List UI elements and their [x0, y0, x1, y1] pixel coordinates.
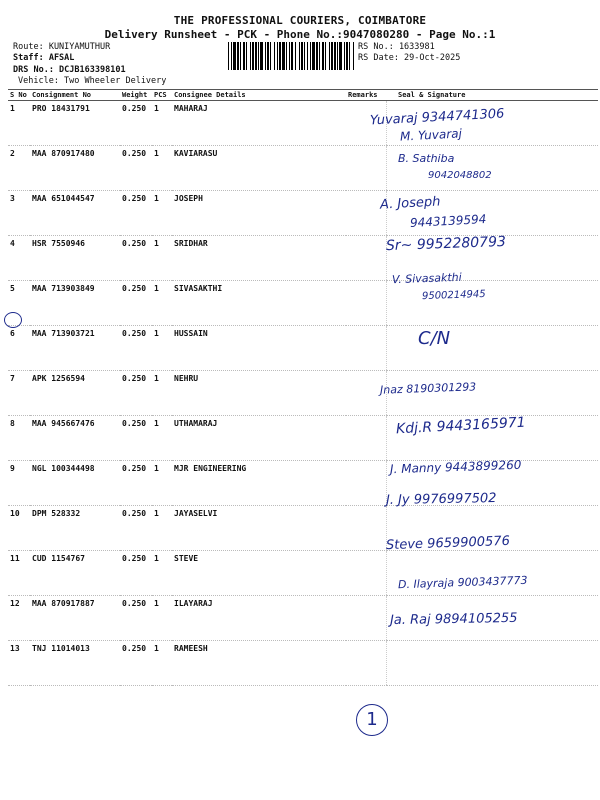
barcode-bar [274, 42, 275, 70]
barcode-bar [329, 42, 330, 70]
table-row [8, 641, 598, 686]
row-sno: 12 [8, 596, 30, 641]
barcode-bar [331, 42, 333, 70]
row-consignee: MJR ENGINEERING [172, 461, 346, 506]
barcode-bar [282, 42, 285, 70]
row-sno: 11 [8, 551, 30, 596]
row-weight: 0.250 [120, 551, 152, 596]
barcode-bar [237, 42, 239, 70]
barcode-bar [243, 42, 245, 70]
barcode-bar [267, 42, 269, 70]
route-label: Route: KUNIYAMUTHUR [13, 42, 111, 52]
handwritten-signature: J. Jy 9976997502 [385, 491, 497, 508]
col-consignee: Consignee Details [172, 90, 346, 101]
staff-label: Staff: AFSAL [13, 53, 75, 63]
col-remarks: Remarks [346, 90, 386, 101]
row-sno: 6 [8, 326, 30, 371]
col-weight: Weight [120, 90, 152, 101]
drs-label: DRS No.: DCJB163398101 [13, 65, 126, 75]
row-consignment-no: MAA 713903849 [30, 281, 120, 326]
row-consignee: SIVASAKTHI [172, 281, 346, 326]
row-6-circle-mark [4, 312, 22, 328]
barcode-bar [270, 42, 271, 70]
barcode-bar [339, 42, 342, 70]
runsheet-table [8, 89, 598, 686]
row-weight: 0.250 [120, 596, 152, 641]
row-consignee: KAVIARASU [172, 146, 346, 191]
row-remarks [346, 461, 386, 506]
row-pcs: 1 [152, 506, 172, 551]
row-consignment-no: TNJ 11014013 [30, 641, 120, 686]
row-remarks [346, 641, 386, 686]
barcode-bar [312, 42, 315, 70]
row-consignment-no: MAA 713903721 [30, 326, 120, 371]
row-consignee: ILAYARAJ [172, 596, 346, 641]
row-weight: 0.250 [120, 641, 152, 686]
row-sno: 13 [8, 641, 30, 686]
barcode-bar [307, 42, 308, 70]
handwritten-signature: Yuvaraj 9344741306 [369, 106, 505, 129]
row-weight: 0.250 [120, 506, 152, 551]
row-consignee: SRIDHAR [172, 236, 346, 281]
row-pcs: 1 [152, 101, 172, 146]
barcode-bar [325, 42, 326, 70]
row-signature [386, 641, 598, 686]
barcode [228, 42, 354, 70]
row-sno: 4 [8, 236, 30, 281]
barcode-bar [277, 42, 278, 70]
row-remarks [346, 506, 386, 551]
handwritten-note: 9500214945 [421, 288, 486, 303]
row-weight: 0.250 [120, 326, 152, 371]
handwritten-note: M. Yuvaraj [399, 126, 463, 144]
table-row [8, 101, 598, 146]
row-consignment-no: MAA 651044547 [30, 191, 120, 236]
handwritten-signature: Jnaz 8190301293 [379, 380, 477, 397]
barcode-bar [228, 42, 229, 70]
handwritten-note: 9443139594 [409, 212, 487, 230]
row-pcs: 1 [152, 191, 172, 236]
col-consignment: Consignment No [30, 90, 120, 101]
handwritten-signature: Steve 9659900576 [385, 533, 511, 554]
row-sno: 10 [8, 506, 30, 551]
row-weight: 0.250 [120, 371, 152, 416]
row-consignee: JOSEPH [172, 191, 346, 236]
table-row [8, 191, 598, 236]
barcode-bar [260, 42, 263, 70]
row-sno: 5 [8, 281, 30, 326]
barcode-bar [231, 42, 232, 70]
row-consignee: NEHRU [172, 371, 346, 416]
handwritten-signature: B. Sathiba [398, 152, 455, 165]
barcode-bar [295, 42, 296, 70]
handwritten-signature: Sr~ 9952280793 [385, 233, 507, 255]
barcode-bar [310, 42, 311, 70]
col-sno: S No [8, 90, 30, 101]
row-weight: 0.250 [120, 416, 152, 461]
handwritten-signature: Kdj.R 9443165971 [395, 414, 527, 438]
row-remarks [346, 236, 386, 281]
row-pcs: 1 [152, 326, 172, 371]
row-consignee: RAMEESH [172, 641, 346, 686]
row-sno: 9 [8, 461, 30, 506]
row-consignment-no: PRO 18431791 [30, 101, 120, 146]
barcode-bar [337, 42, 338, 70]
row-weight: 0.250 [120, 101, 152, 146]
row-pcs: 1 [152, 641, 172, 686]
row-signature [386, 281, 598, 326]
col-signature: Seal & Signature [386, 90, 598, 101]
row-consignment-no: APK 1256594 [30, 371, 120, 416]
barcode-bar [344, 42, 345, 70]
handwritten-note: 9042048802 [428, 170, 492, 181]
barcode-bar [258, 42, 259, 70]
barcode-bar [346, 42, 348, 70]
barcode-bar [240, 42, 241, 70]
row-remarks [346, 146, 386, 191]
row-weight: 0.250 [120, 236, 152, 281]
row-weight: 0.250 [120, 281, 152, 326]
barcode-bar [291, 42, 293, 70]
table-row [8, 326, 598, 371]
barcode-bar [250, 42, 251, 70]
handwritten-signature: J. Manny 9443899260 [389, 457, 522, 477]
row-pcs: 1 [152, 146, 172, 191]
row-consignment-no: MAA 870917887 [30, 596, 120, 641]
row-consignee: JAYASELVI [172, 506, 346, 551]
row-sno: 3 [8, 191, 30, 236]
barcode-bar [349, 42, 350, 70]
row-consignment-no: HSR 7550946 [30, 236, 120, 281]
row-consignee: MAHARAJ [172, 101, 346, 146]
row-consignee: STEVE [172, 551, 346, 596]
table-header-row [8, 90, 598, 101]
row-weight: 0.250 [120, 146, 152, 191]
row-pcs: 1 [152, 416, 172, 461]
rs-date: RS Date: 29-Oct-2025 [358, 53, 461, 63]
vehicle-label: Vehicle: Two Wheeler Delivery [18, 76, 167, 86]
table-row [8, 551, 598, 596]
row-remarks [346, 281, 386, 326]
row-sno: 2 [8, 146, 30, 191]
row-sno: 8 [8, 416, 30, 461]
table-row [8, 281, 598, 326]
handwritten-signature: C/N [418, 328, 451, 349]
row-pcs: 1 [152, 551, 172, 596]
row-remarks [346, 326, 386, 371]
page-number-mark: 1 [356, 704, 388, 736]
row-pcs: 1 [152, 461, 172, 506]
barcode-bar [301, 42, 303, 70]
table-row [8, 236, 598, 281]
row-weight: 0.250 [120, 191, 152, 236]
barcode-bar [279, 42, 281, 70]
runsheet-subtitle: Delivery Runsheet - PCK - Phone No.:9047080280 - Page No.:1 [104, 28, 496, 41]
row-pcs: 1 [152, 371, 172, 416]
table-row [8, 146, 598, 191]
barcode-bar [334, 42, 336, 70]
handwritten-signature: A. Joseph [379, 194, 441, 213]
handwritten-signature: Ja. Raj 9894105255 [389, 610, 518, 629]
row-pcs: 1 [152, 236, 172, 281]
row-pcs: 1 [152, 596, 172, 641]
row-sno: 7 [8, 371, 30, 416]
barcode-bar [286, 42, 287, 70]
rs-number: RS No.: 1633981 [358, 42, 435, 52]
barcode-bar [353, 42, 354, 70]
row-pcs: 1 [152, 281, 172, 326]
barcode-bar [246, 42, 247, 70]
barcode-bar [255, 42, 257, 70]
barcode-bar [304, 42, 305, 70]
row-remarks [346, 551, 386, 596]
row-consignment-no: DPM 528332 [30, 506, 120, 551]
barcode-bar [316, 42, 318, 70]
handwritten-signature: V. Sivasakthi [391, 270, 462, 287]
barcode-bar [319, 42, 320, 70]
row-consignment-no: NGL 100344498 [30, 461, 120, 506]
barcode-bar [289, 42, 290, 70]
row-weight: 0.250 [120, 461, 152, 506]
company-title: THE PROFESSIONAL COURIERS, COIMBATORE [173, 14, 427, 27]
barcode-bar [299, 42, 300, 70]
barcode-bar [322, 42, 324, 70]
row-sno: 1 [8, 101, 30, 146]
row-consignment-no: CUD 1154767 [30, 551, 120, 596]
barcode-bar [233, 42, 236, 70]
row-consignment-no: MAA 945667476 [30, 416, 120, 461]
row-consignment-no: MAA 870917480 [30, 146, 120, 191]
col-pcs: PCS [152, 90, 172, 101]
row-remarks [346, 416, 386, 461]
barcode-bar [265, 42, 266, 70]
row-consignee: UTHAMARAJ [172, 416, 346, 461]
barcode-bar [252, 42, 254, 70]
table-row [8, 371, 598, 416]
row-remarks [346, 596, 386, 641]
row-consignee: HUSSAIN [172, 326, 346, 371]
handwritten-signature: D. Ilayraja 9003437773 [397, 573, 528, 592]
